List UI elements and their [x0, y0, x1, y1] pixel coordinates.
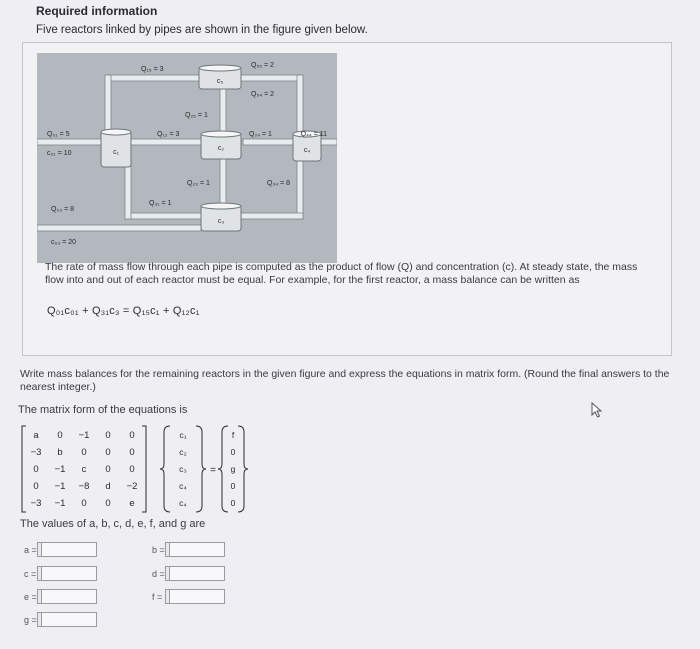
matrix-entry-r3c3: c: [81, 464, 87, 475]
unknown-c3: c₃: [179, 464, 187, 474]
answer-c-label: c =: [24, 568, 37, 579]
label-q23: Q₂₃ = 1: [187, 180, 210, 187]
label-q15: Q₁₅ = 3: [141, 66, 164, 73]
matrix-entry-r2c2: b: [57, 447, 63, 458]
matrix-entry-r5c4: 0: [105, 498, 111, 509]
rhs-entry-1: f: [231, 430, 235, 440]
reactor-5-label: c₅: [216, 78, 224, 85]
answer-d-label: d =: [152, 568, 165, 579]
answer-e-label: e =: [24, 591, 37, 602]
matrix-entry-r3c5: 0: [129, 464, 135, 475]
matrix-entry-r5c1: −3: [30, 498, 42, 509]
answer-f-input[interactable]: [169, 589, 225, 604]
matrix-entry-r1c5: 0: [129, 430, 135, 441]
answer-d: [152, 566, 225, 581]
information-panel: [22, 42, 672, 356]
matrix-entry-r5c3: 0: [81, 498, 87, 509]
matrix-entry-r1c2: 0: [57, 430, 63, 441]
intro-text: Five reactors linked by pipes are shown in the figure given below.: [36, 24, 368, 36]
matrix-entry-r1c1: a: [33, 430, 39, 441]
matrix-entry-r2c5: 0: [129, 447, 135, 458]
question-instructions: Write mass balances for the remaining reactors in the given figure and express the equations in matrix form. (Round the final answers to the nearest integer.): [20, 368, 670, 393]
unknown-c5: c₄: [179, 498, 187, 508]
label-q03: Q₀₃ = 8: [51, 206, 75, 213]
reactor-network-diagram: [37, 53, 337, 263]
label-q31: Q₃₁ = 1: [149, 200, 172, 207]
matrix-entry-r5c5: e: [129, 498, 135, 509]
reactor-3: [201, 203, 241, 231]
unknown-vector: [179, 430, 187, 508]
matrix-entry-r1c3: −1: [78, 430, 90, 441]
coefficient-matrix: [31, 430, 138, 509]
matrix-equation: [20, 424, 250, 516]
matrix-entry-r2c1: −3: [30, 447, 42, 458]
equals-sign: =: [210, 465, 216, 476]
answer-g-label: g =: [24, 614, 37, 625]
label-q44: Q₄₄ = 11: [300, 131, 327, 138]
values-prompt: The values of a, b, c, d, e, f, and g are: [20, 518, 206, 530]
answer-e: [24, 589, 97, 604]
mouse-cursor-icon: [590, 402, 604, 418]
answer-b-label: b =: [152, 544, 165, 555]
mass-balance-description: The rate of mass flow through each pipe is computed as the product of flow (Q) and concentration (c). At steady state, the mass flow into and out of each reactor must be equal. For example, for the first reactor, a mass balance can be written as: [45, 261, 638, 286]
label-q24: Q₂₄ = 1: [249, 131, 272, 138]
reactor-4-label: c₄: [303, 147, 311, 154]
reactor-5: [199, 65, 241, 89]
unknown-c1: c₁: [179, 430, 187, 440]
matrix-form-label: The matrix form of the equations is: [18, 404, 188, 416]
answer-g: [24, 612, 97, 627]
matrix-entry-r2c3: 0: [81, 447, 87, 458]
answer-b-input[interactable]: [169, 542, 225, 557]
matrix-entry-r4c4: d: [105, 481, 111, 492]
rhs-vector: [231, 430, 236, 508]
unknown-c2: c₂: [179, 447, 187, 457]
matrix-entry-r5c2: −1: [54, 498, 66, 509]
unknown-c4: c₄: [179, 481, 187, 491]
diagram-background: [37, 53, 337, 263]
label-q12: Q₁₂ = 3: [157, 131, 180, 138]
answer-g-input[interactable]: [41, 612, 97, 627]
label-q55: Q₅₅ = 2: [251, 62, 274, 69]
reactor-2: [201, 131, 241, 159]
rhs-entry-3: g: [230, 464, 236, 474]
answer-f: [152, 589, 225, 604]
reactor-3-label: c₃: [217, 218, 225, 225]
answer-a-label: a =: [24, 544, 37, 555]
answer-a-input[interactable]: [41, 542, 97, 557]
rhs-entry-4: 0: [230, 481, 236, 491]
answer-f-label: f =: [152, 591, 163, 602]
answer-d-input[interactable]: [169, 566, 225, 581]
reactor-1: [101, 129, 131, 167]
label-c03: c₀₃ = 20: [51, 239, 77, 246]
label-c01: c₀₁ = 10: [47, 150, 72, 157]
label-q01: Q₀₁ = 5: [47, 131, 70, 138]
matrix-entry-r3c1: 0: [33, 464, 39, 475]
matrix-entry-r1c4: 0: [105, 430, 111, 441]
matrix-entry-r4c2: −1: [54, 481, 66, 492]
rhs-entry-2: 0: [230, 447, 236, 457]
example-mass-balance-equation: Q₀₁c₀₁ + Q₃₁c₃ = Q₁₅c₁ + Q₁₂c₁: [47, 305, 200, 317]
label-q34: Q₃₄ = 8: [267, 180, 291, 187]
label-q54: Q₅₄ = 2: [251, 91, 274, 98]
answer-e-input[interactable]: [41, 589, 97, 604]
matrix-entry-r2c4: 0: [105, 447, 111, 458]
reactor-1-label: c₁: [113, 149, 119, 156]
matrix-entry-r4c1: 0: [33, 481, 39, 492]
answer-a: [24, 542, 97, 557]
reactor-2-label: c₂: [217, 145, 225, 152]
answer-b: [152, 542, 225, 557]
section-title: Required information: [36, 4, 158, 18]
answer-c: [24, 566, 97, 581]
matrix-entry-r3c2: −1: [54, 464, 66, 475]
matrix-entry-r3c4: 0: [105, 464, 111, 475]
matrix-entry-r4c5: −2: [126, 481, 138, 492]
rhs-entry-5: 0: [230, 498, 236, 508]
label-q25: Q₂₅ = 1: [185, 112, 208, 119]
matrix-entry-r4c3: −8: [78, 481, 90, 492]
answer-c-input[interactable]: [41, 566, 97, 581]
